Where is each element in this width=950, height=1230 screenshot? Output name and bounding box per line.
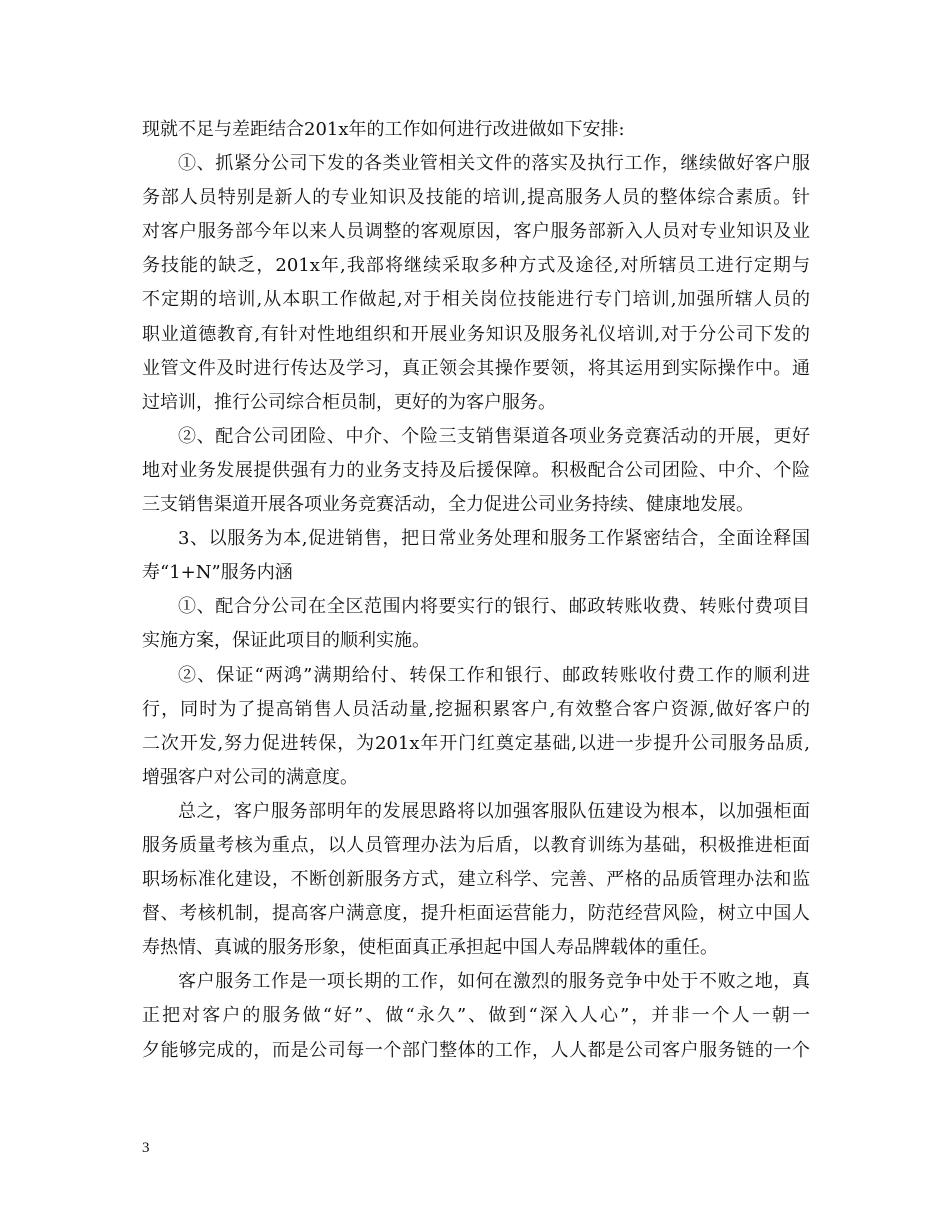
- text-line: 职场标准化建设，不断创新服务方式，建立科学、完善、严格的品质管理办法和监: [142, 869, 810, 891]
- text-line: ②、保证“两鸿”满期给付、转保工作和银行、邮政转账收付费工作的顺利进: [178, 664, 810, 686]
- document-body: [142, 113, 810, 1068]
- text-line: ②、配合公司团险、中介、个险三支销售渠道各项业务竞赛活动的开展，更好: [178, 425, 810, 447]
- text-line: 寿热情、真诚的服务形象，使柜面真正承担起中国人寿品牌载体的重任。: [142, 937, 718, 959]
- text-line: 务部人员特别是新人的专业知识及技能的培训,提高服务人员的整体综合素质。针: [142, 187, 810, 209]
- text-line: 务技能的缺乏，201x年,我部将继续采取多种方式及途径,对所辖员工进行定期与: [142, 255, 810, 277]
- text-line: 业管文件及时进行传达及学习，真正领会其操作要领，将其运用到实际操作中。通: [142, 357, 810, 379]
- text-line: 二次开发,努力促进转保，为201x年开门红奠定基础,以进一步提升公司服务品质,: [142, 732, 810, 754]
- text-line: 现就不足与差距结合201x年的工作如何进行改进做如下安排:: [142, 119, 625, 140]
- text-line: 客户服务工作是一项长期的工作，如何在激烈的服务竞争中处于不败之地，真: [178, 971, 810, 993]
- text-line: 正把对客户的服务做“好”、做“永久”、做到“深入人心”，并非一个人一朝一: [142, 1005, 810, 1027]
- text-line: 督、考核机制，提高客户满意度，提升柜面运营能力，防范经营风险，树立中国人: [142, 903, 810, 925]
- text-line: 寿“1+N”服务内涵: [142, 562, 293, 584]
- text-line: 不定期的培训,从本职工作做起,对于相关岗位技能进行专门培训,加强所辖人员的: [142, 289, 810, 311]
- text-line: 3、以服务为本,促进销售，把日常业务处理和服务工作紧密结合，全面诠释国: [178, 528, 810, 550]
- text-line: 实施方案，保证此项目的顺利实施。: [142, 630, 430, 652]
- text-line: 三支销售渠道开展各项业务竞赛活动，全力促进公司业务持续、健康地发展。: [142, 494, 754, 516]
- text-line: ①、抓紧分公司下发的各类业管相关文件的落实及执行工作，继续做好客户服: [178, 153, 810, 175]
- text-line: 行，同时为了提高销售人员活动量,挖掘积累客户,有效整合客户资源,做好客户的: [142, 698, 810, 720]
- text-line: 过培训，推行公司综合柜员制，更好的为客户服务。: [142, 391, 556, 413]
- text-line: 服务质量考核为重点，以人员管理办法为后盾，以教育训练为基础，积极推进柜面: [142, 834, 810, 856]
- text-line: ①、配合分公司在全区范围内将要实行的银行、邮政转账收费、转账付费项目: [178, 596, 810, 618]
- page-number: 3: [142, 1140, 150, 1156]
- text-line: 夕能够完成的，而是公司每一个部门整体的工作，人人都是公司客户服务链的一个: [142, 1039, 810, 1061]
- text-line: 增强客户对公司的满意度。: [142, 766, 358, 788]
- text-line: 职业道德教育,有针对性地组织和开展业务知识及服务礼仪培训,对于分公司下发的: [142, 323, 810, 345]
- text-line: 总之，客户服务部明年的发展思路将以加强客服队伍建设为根本，以加强柜面: [178, 800, 810, 822]
- text-line: 对客户服务部今年以来人员调整的客观原因，客户服务部新入人员对专业知识及业: [142, 221, 810, 243]
- text-line: 地对业务发展提供强有力的业务支持及后援保障。积极配合公司团险、中介、个险: [142, 459, 810, 481]
